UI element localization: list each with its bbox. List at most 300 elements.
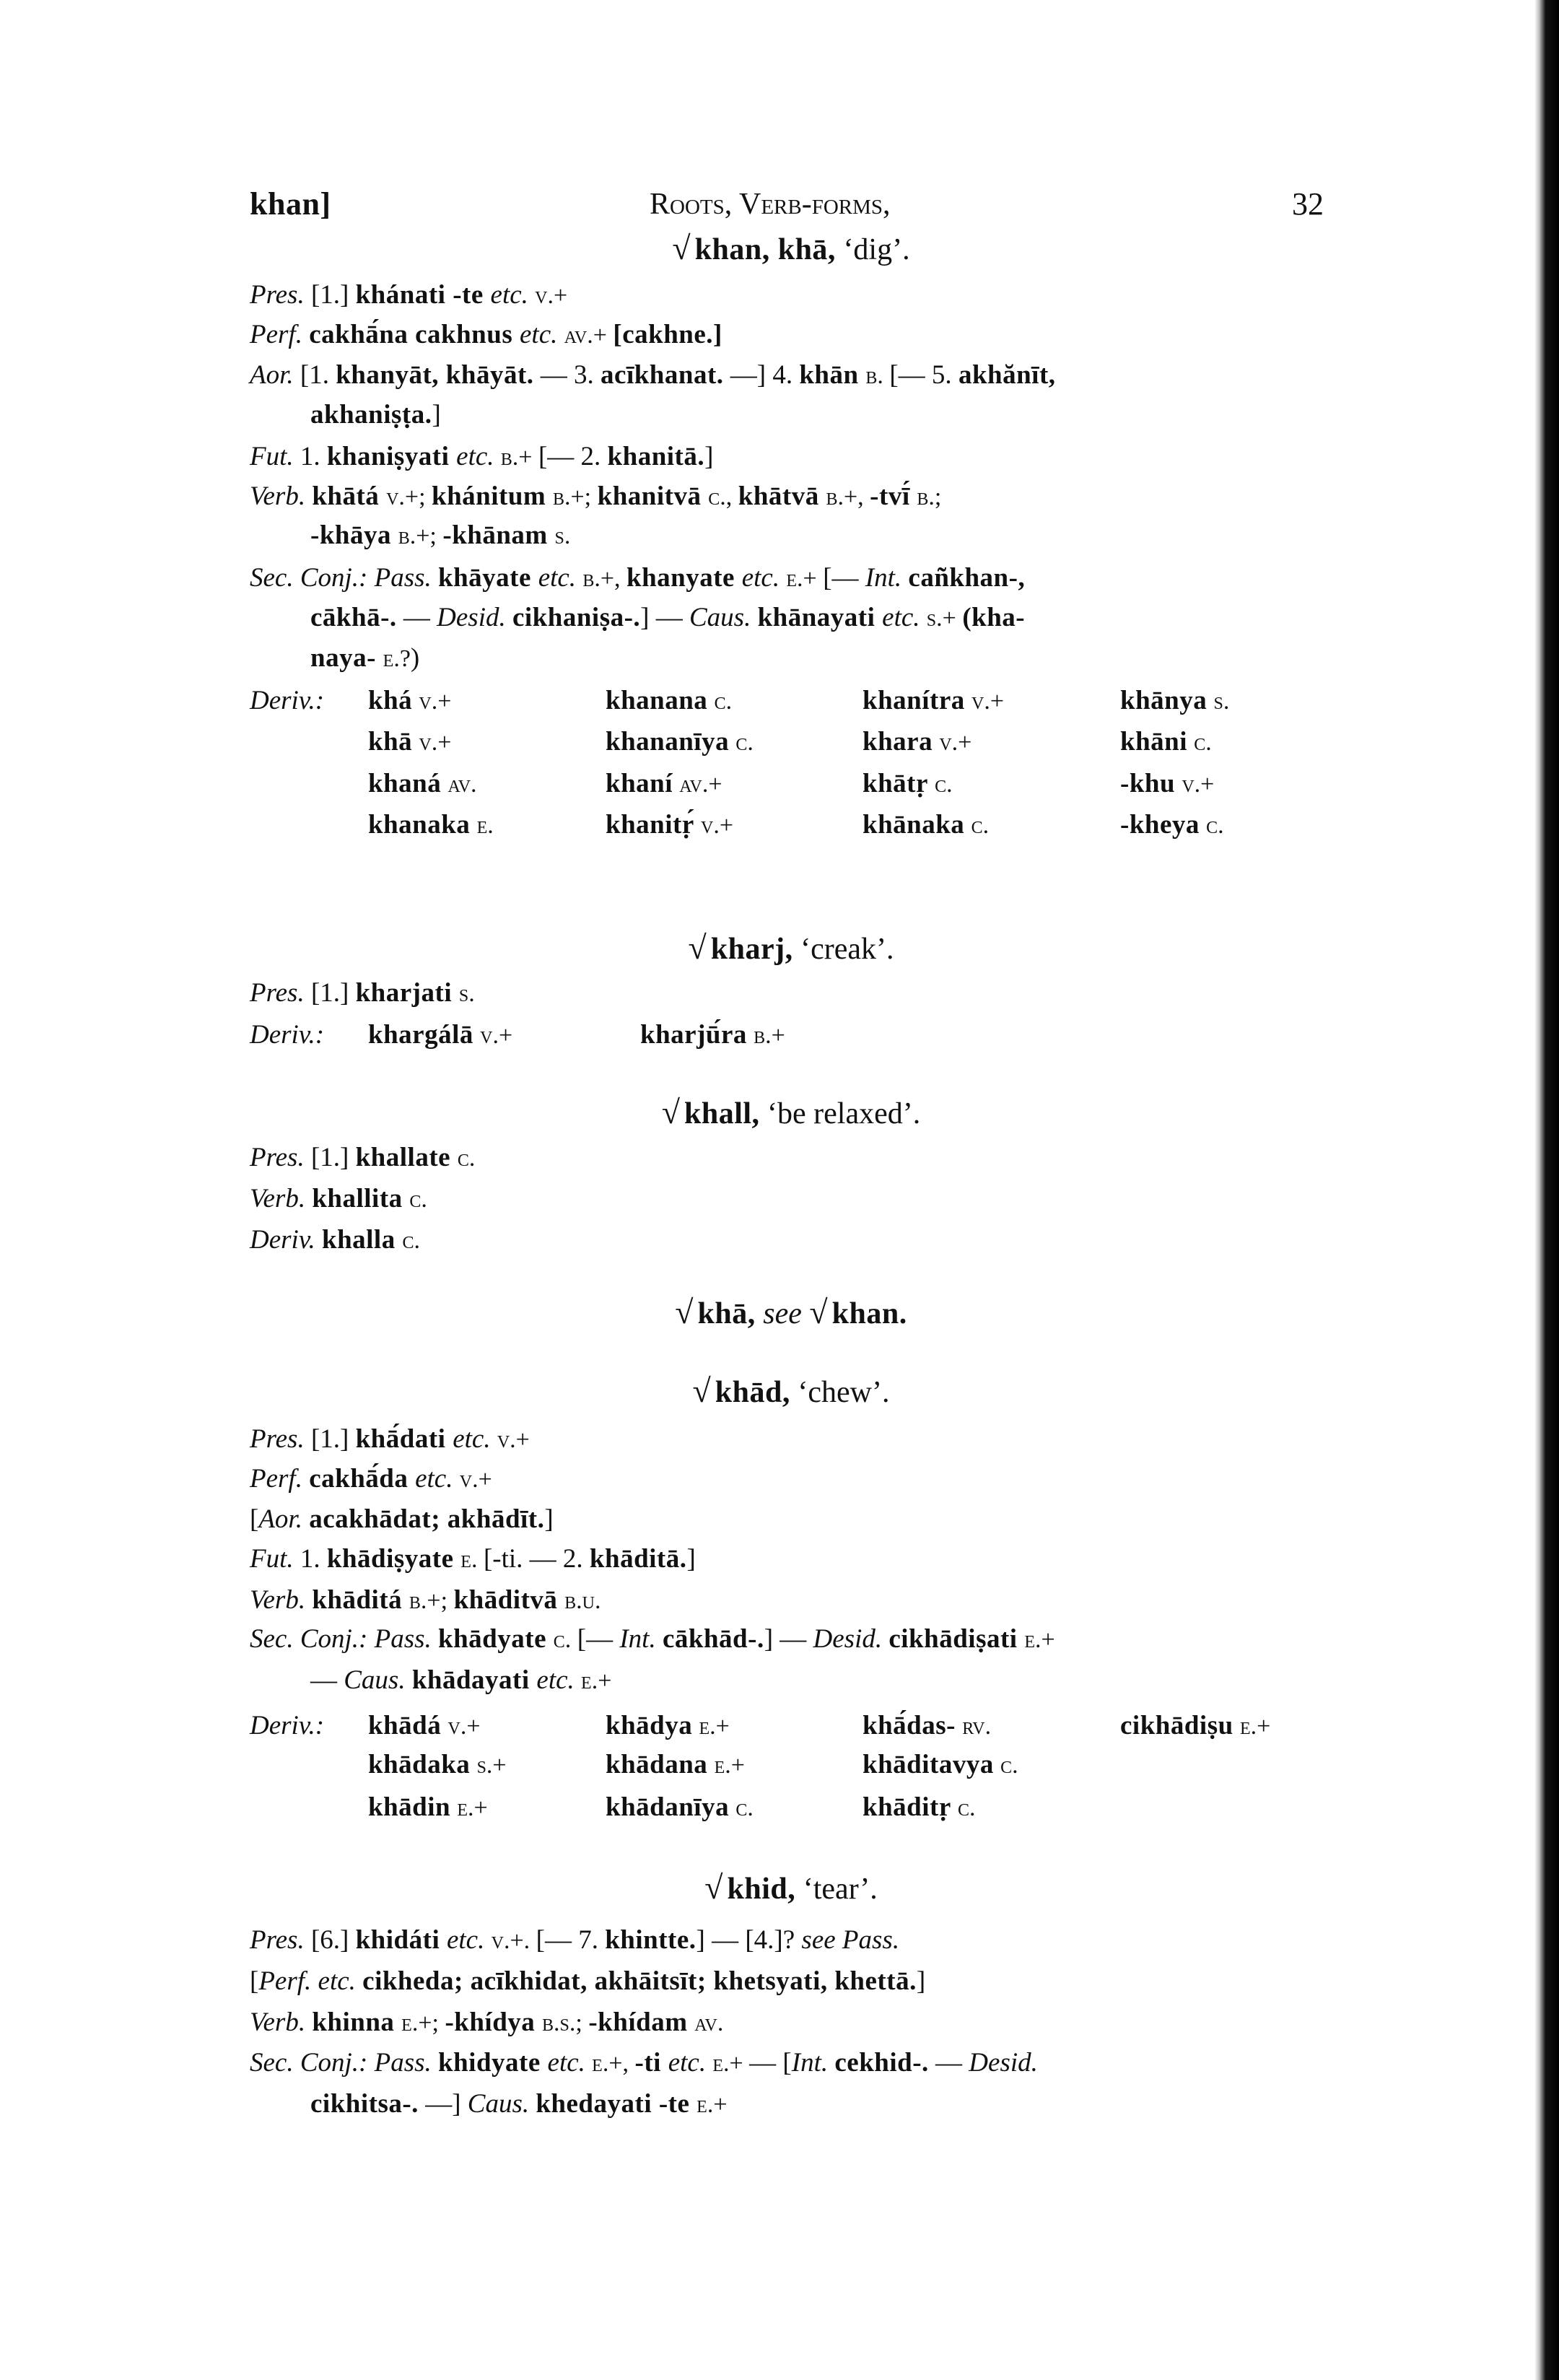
text-run: khan, khā, xyxy=(694,233,836,266)
entry-line xyxy=(250,278,567,313)
source-abbrev: e.+ xyxy=(457,1795,488,1821)
text-run: ‘tear’. xyxy=(795,1873,878,1906)
radical-sign-icon: √ xyxy=(692,1372,711,1409)
text-run: c. xyxy=(553,1626,577,1653)
derivative-entry xyxy=(863,725,971,760)
text-run: khidyate xyxy=(438,2048,548,2078)
text-run: cikhādiṣati xyxy=(888,1624,1025,1654)
source-abbrev: c. xyxy=(735,1795,754,1821)
text-run: v.+. xyxy=(491,1927,536,1954)
text-run: kharj, xyxy=(710,933,793,966)
text-run: khād, xyxy=(715,1376,790,1409)
text-run: [— xyxy=(577,1624,620,1654)
entry-line xyxy=(250,1223,420,1258)
source-abbrev: e.+ xyxy=(699,1713,730,1740)
text-run: — [ xyxy=(749,2048,792,2078)
derivative-entry xyxy=(863,808,989,843)
source-abbrev: v.+ xyxy=(480,1022,513,1049)
page-number: 32 xyxy=(1292,186,1324,222)
derivative-word: khanitṛ́ xyxy=(606,810,694,840)
text-run: b.+; xyxy=(409,1587,454,1614)
text-run: khā́dati xyxy=(355,1424,453,1454)
text-run: — xyxy=(928,2048,969,2078)
text-run: -khāya xyxy=(310,520,398,550)
derivative-entry xyxy=(606,725,754,760)
text-run: Int. xyxy=(791,2048,835,2078)
derivative-entry xyxy=(1120,725,1212,760)
text-run: e.+ xyxy=(1024,1626,1055,1653)
text-run: — xyxy=(310,1665,344,1695)
derivative-entry xyxy=(606,1709,730,1744)
root-heading xyxy=(250,231,1332,267)
text-run: [— 7. xyxy=(536,1925,606,1955)
text-run: khādiṣyate xyxy=(326,1544,461,1574)
derivative-entry xyxy=(863,684,1004,719)
text-run: Pres. xyxy=(250,280,311,310)
derivative-word: khargálā xyxy=(368,1020,473,1050)
text-run: khātá xyxy=(312,481,387,511)
derivative-word: khanaka xyxy=(368,810,471,840)
text-run: Int. xyxy=(619,1624,663,1654)
text-run: khanitvā xyxy=(597,481,709,511)
text-run: khidáti xyxy=(355,1925,447,1955)
text-run: Int. xyxy=(865,563,909,593)
text-run: ] xyxy=(432,400,441,430)
text-run: v.+ xyxy=(459,1466,492,1493)
root-heading xyxy=(250,1374,1332,1410)
text-run: Fut. xyxy=(250,442,300,471)
text-run: Pres. xyxy=(250,1424,311,1454)
text-run: etc. xyxy=(520,320,564,349)
derivative-word: khanítra xyxy=(863,686,965,715)
source-abbrev: v.+ xyxy=(1182,771,1215,798)
text-run: khintte. xyxy=(605,1925,696,1955)
text-run: Pres. xyxy=(250,978,311,1008)
source-abbrev: c. xyxy=(735,729,754,756)
text-run: Caus. xyxy=(344,1665,412,1695)
text-run: etc. xyxy=(668,2048,713,2078)
entry-line xyxy=(250,1182,427,1217)
entry-line xyxy=(250,1622,1055,1657)
text-run: khanyate xyxy=(626,563,742,593)
text-run: ‘dig’. xyxy=(835,233,910,266)
running-head-left: khan] xyxy=(250,186,331,222)
entry-continuation-line xyxy=(310,518,570,554)
derivative-word: khādanīya xyxy=(606,1792,730,1822)
text-run: etc. xyxy=(453,1424,497,1454)
text-run: etc. xyxy=(538,563,583,593)
text-run: etc. xyxy=(536,1665,582,1695)
text-run: Sec. Conj.: Pass. xyxy=(250,2048,439,2078)
text-run: b.+ xyxy=(500,444,538,471)
derivative-entry xyxy=(863,1748,1018,1783)
text-run: etc. xyxy=(882,603,927,632)
text-run: Desid. xyxy=(813,1624,889,1654)
text-run: [— xyxy=(823,563,865,593)
derivative-entry xyxy=(606,767,722,802)
entry-line xyxy=(250,1964,925,1999)
derivative-word: khādin xyxy=(368,1792,451,1822)
text-run: -khídya xyxy=(445,2008,543,2037)
derivative-word: khātṛ xyxy=(863,769,928,798)
text-run: 1. xyxy=(300,442,327,471)
deriv-label: Deriv.: xyxy=(250,686,325,715)
derivative-word: khaní xyxy=(606,769,673,798)
entry-line xyxy=(250,440,713,475)
text-run: etc. xyxy=(547,2048,593,2078)
text-run: cikhaniṣa-. xyxy=(512,603,641,632)
derivative-entry xyxy=(368,808,494,843)
entry-line xyxy=(250,1542,696,1577)
text-run: cakhā́da xyxy=(309,1464,416,1494)
source-abbrev: c. xyxy=(1000,1752,1018,1779)
derivative-entry xyxy=(863,767,953,802)
entry-line xyxy=(250,1923,899,1958)
text-run: v.+ xyxy=(497,1426,530,1453)
derivative-entry xyxy=(368,767,477,802)
text-run: av.+ xyxy=(564,322,613,349)
text-run: cikheda; acīkhidat, akhāitsīt; khetsyati, khettā. xyxy=(362,1966,917,1996)
derivative-entry xyxy=(863,1709,991,1744)
text-run: khādayati xyxy=(411,1665,537,1695)
source-abbrev: b.+ xyxy=(754,1022,785,1049)
source-abbrev: e.+ xyxy=(714,1752,745,1779)
text-run: [ xyxy=(250,1504,259,1534)
derivative-entry xyxy=(863,1790,976,1826)
text-run: ‘be relaxed’. xyxy=(759,1097,921,1130)
source-abbrev: rv. xyxy=(962,1713,992,1740)
entry-continuation-line xyxy=(310,2087,728,2122)
text-run: khātvā xyxy=(738,481,826,511)
text-run: [ xyxy=(250,1966,259,1996)
text-run: ] xyxy=(686,1544,696,1574)
deriv-label: Deriv.: xyxy=(250,1711,325,1740)
radical-sign-icon: √ xyxy=(672,230,691,266)
text-run: 1. xyxy=(300,1544,327,1574)
source-abbrev: v.+ xyxy=(447,1713,481,1740)
text-run: Pres. xyxy=(250,1143,311,1172)
source-abbrev: c. xyxy=(714,688,733,715)
text-run: —] xyxy=(418,2089,468,2119)
derivative-word: -kheya xyxy=(1120,810,1200,840)
text-run: b.u. xyxy=(564,1587,601,1614)
derivative-entry xyxy=(368,725,451,760)
text-run: ] — xyxy=(640,603,689,632)
text-run: Fut. xyxy=(250,1544,300,1574)
derivative-entry xyxy=(1120,767,1214,802)
text-run: c., xyxy=(708,484,738,510)
entry-line xyxy=(250,1462,492,1497)
text-run: e.+, xyxy=(592,2050,635,2077)
source-abbrev: v.+ xyxy=(419,729,452,756)
entry-continuation-line xyxy=(310,1663,611,1699)
text-run: kharjati xyxy=(355,978,459,1008)
text-run: Verb. xyxy=(250,1585,313,1615)
derivative-word: khānaka xyxy=(863,810,965,840)
text-run: acakhādat; akhādīt. xyxy=(309,1504,545,1534)
text-run: [1. xyxy=(300,360,336,390)
text-run: e.+ xyxy=(786,565,824,592)
text-run: b.+, xyxy=(826,484,870,510)
derivative-word: khá xyxy=(368,686,413,715)
text-run: khanitā. xyxy=(607,442,705,471)
derivative-word: -khu xyxy=(1120,769,1176,798)
text-run: akhănīt, xyxy=(958,360,1056,390)
text-run: khinna xyxy=(312,2008,402,2037)
text-run: khāditvā xyxy=(453,1585,565,1615)
derivative-entry xyxy=(368,1790,488,1826)
text-run: etc. xyxy=(446,1925,492,1955)
derivative-word: khānya xyxy=(1120,686,1208,715)
source-abbrev: c. xyxy=(971,812,990,839)
text-run: [cakhne.] xyxy=(613,320,722,349)
source-abbrev: v.+ xyxy=(419,688,452,715)
text-run: Desid. xyxy=(969,2048,1038,2078)
text-run: etc. xyxy=(490,280,536,310)
text-run: khanyāt, khāyāt. xyxy=(336,360,534,390)
source-abbrev: c. xyxy=(935,771,953,798)
text-run: Perf. etc. xyxy=(258,1966,363,1996)
derivative-entry xyxy=(606,1790,754,1826)
entry-line xyxy=(250,479,941,515)
entry-line xyxy=(250,2005,723,2041)
text-run: — 3. xyxy=(533,360,601,390)
text-run: —] 4. xyxy=(723,360,800,390)
root-heading xyxy=(250,930,1332,967)
text-run: Caus. xyxy=(689,603,758,632)
derivative-word: cikhādiṣu xyxy=(1120,1711,1233,1740)
source-abbrev: v.+ xyxy=(939,729,972,756)
text-run: c. xyxy=(402,1227,420,1254)
derivative-entry xyxy=(1120,808,1224,843)
text-run: khānayati xyxy=(757,603,883,632)
entry-line xyxy=(250,561,1025,596)
text-run: etc. xyxy=(456,442,501,471)
text-run: b.+; xyxy=(398,523,443,549)
text-run: Desid. xyxy=(437,603,512,632)
text-run: khall, xyxy=(684,1097,760,1130)
derivative-entry xyxy=(606,808,733,843)
root-heading xyxy=(250,1295,1332,1331)
entry-line xyxy=(250,318,722,353)
text-run: b.s.; xyxy=(542,2010,589,2036)
text-run: Pres. xyxy=(250,1925,311,1955)
text-run: ‘chew’. xyxy=(790,1376,890,1409)
text-run: khedayati -te xyxy=(536,2089,697,2119)
source-abbrev: c. xyxy=(1206,812,1224,839)
text-run: khánati -te xyxy=(355,280,491,310)
derivative-entry xyxy=(606,684,732,719)
derivative-word: khā́das- xyxy=(863,1711,956,1740)
source-abbrev: c. xyxy=(1194,729,1212,756)
source-abbrev: av.+ xyxy=(679,771,722,798)
text-run: [-ti. — 2. xyxy=(483,1544,590,1574)
text-run: s. xyxy=(554,523,571,549)
text-run: ] — [4.]? xyxy=(696,1925,802,1955)
scan-edge xyxy=(1534,0,1559,2380)
radical-sign-icon: √ xyxy=(688,929,707,966)
text-run: acīkhanat. xyxy=(601,360,724,390)
text-run: khánitum xyxy=(432,481,553,511)
source-abbrev: s. xyxy=(1213,688,1230,715)
text-run: cākhād-. xyxy=(662,1624,764,1654)
text-run: naya- xyxy=(310,643,383,673)
text-run: cekhid-. xyxy=(834,2048,929,2078)
text-run: Sec. Conj.: Pass. xyxy=(250,563,439,593)
text-run: [1.] xyxy=(310,1143,356,1172)
text-run: e.+ xyxy=(696,2091,728,2118)
text-run: ) xyxy=(410,643,420,673)
derivative-word: khādá xyxy=(368,1711,442,1740)
source-abbrev: c. xyxy=(958,1795,976,1821)
text-run: s.+ xyxy=(926,605,963,632)
source-abbrev: v.+ xyxy=(971,688,1005,715)
entry-line xyxy=(250,976,475,1011)
text-run: [— 5. xyxy=(889,360,958,390)
text-run: — xyxy=(396,603,437,632)
text-run: Caus. xyxy=(467,2089,536,2119)
text-run: khalla xyxy=(322,1225,403,1255)
deriv-label: Deriv.: xyxy=(250,1020,325,1050)
root-heading xyxy=(250,1095,1332,1131)
text-run: -ti xyxy=(634,2048,668,2078)
entry-continuation-line xyxy=(310,641,419,676)
text-run: -khānam xyxy=(442,520,555,550)
running-head-title: Roots, Verb-forms, xyxy=(650,188,891,221)
text-run: e.? xyxy=(383,645,411,672)
text-run: e.+; xyxy=(401,2010,445,2036)
text-run: ] xyxy=(704,442,714,471)
entry-continuation-line xyxy=(310,601,1025,636)
text-run: khan. xyxy=(831,1297,907,1330)
derivative-entry xyxy=(368,1748,507,1783)
derivative-entry xyxy=(368,1709,481,1744)
text-run: khān xyxy=(799,360,866,390)
text-run: b.+; xyxy=(553,484,598,510)
derivative-entry xyxy=(368,1018,512,1053)
text-run: khaniṣyati xyxy=(326,442,457,471)
text-run: v.+; xyxy=(386,484,432,510)
text-run: khāditā. xyxy=(589,1544,687,1574)
text-run: [— 2. xyxy=(538,442,608,471)
text-run: khāditá xyxy=(312,1585,409,1615)
text-run: av. xyxy=(694,2010,724,2036)
text-run: e.+ xyxy=(581,1668,612,1694)
entry-line xyxy=(250,2046,1038,2081)
text-run: (kha- xyxy=(962,603,1026,632)
text-run: -khídam xyxy=(588,2008,695,2037)
derivative-word: khāni xyxy=(1120,727,1188,757)
text-run: Verb. xyxy=(250,1184,313,1213)
derivative-entry xyxy=(368,684,451,719)
source-abbrev: e.+ xyxy=(1239,1713,1271,1740)
text-run: [6.] xyxy=(310,1925,356,1955)
derivative-word: khanana xyxy=(606,686,708,715)
derivative-word: khara xyxy=(863,727,933,757)
derivative-entry xyxy=(1120,684,1229,719)
derivative-word: khananīya xyxy=(606,727,730,757)
derivative-entry xyxy=(1120,1709,1270,1744)
text-run: Aor. xyxy=(258,1504,310,1534)
text-run: see xyxy=(755,1297,810,1330)
derivative-word: khādana xyxy=(606,1750,708,1779)
text-run: ] xyxy=(544,1504,554,1534)
derivative-word: khādya xyxy=(606,1711,693,1740)
text-run: c. xyxy=(457,1145,476,1172)
derivative-word: kharjū́ra xyxy=(640,1020,747,1050)
entry-line xyxy=(250,1502,554,1537)
text-run: [1.] xyxy=(310,1424,356,1454)
text-run: c. xyxy=(409,1186,427,1213)
radical-sign-icon: √ xyxy=(809,1294,828,1330)
entry-line xyxy=(250,358,1056,393)
text-run: Verb. xyxy=(250,2008,313,2037)
text-run: etc. xyxy=(741,563,787,593)
text-run: cañkhan-, xyxy=(908,563,1026,593)
text-run: Perf. xyxy=(250,1464,310,1494)
text-run: v.+ xyxy=(535,282,568,309)
text-run: ] — xyxy=(764,1624,813,1654)
text-run: cakhā́na cakhnus xyxy=(309,320,520,349)
derivative-entry xyxy=(606,1748,745,1783)
text-run: -tvī́ xyxy=(870,481,917,511)
text-run: [1.] xyxy=(310,978,356,1008)
text-run: e. xyxy=(460,1546,484,1573)
text-run: Aor. xyxy=(250,360,300,390)
source-abbrev: s.+ xyxy=(476,1752,507,1779)
text-run: [1.] xyxy=(310,280,356,310)
text-run: etc. xyxy=(415,1464,460,1494)
entry-line xyxy=(250,1583,601,1618)
source-abbrev: e. xyxy=(476,812,494,839)
text-run: see Pass. xyxy=(801,1925,900,1955)
text-run: Sec. Conj.: Pass. xyxy=(250,1624,439,1654)
derivative-word: khaná xyxy=(368,769,442,798)
derivative-word: khāditavya xyxy=(863,1750,994,1779)
radical-sign-icon: √ xyxy=(661,1094,680,1130)
root-heading xyxy=(250,1870,1332,1906)
text-run: b. xyxy=(865,362,890,389)
text-run: s. xyxy=(458,980,475,1007)
derivative-word: khā xyxy=(368,727,413,757)
derivative-entry xyxy=(640,1018,785,1053)
text-run: ‘creak’. xyxy=(792,933,894,966)
text-run: b.+, xyxy=(582,565,626,592)
text-run: khallita xyxy=(312,1184,410,1213)
entry-continuation-line xyxy=(310,398,441,432)
derivative-word: khādaka xyxy=(368,1750,471,1779)
radical-sign-icon: √ xyxy=(675,1294,694,1330)
text-run: cākhā-. xyxy=(310,603,397,632)
source-abbrev: v.+ xyxy=(701,812,734,839)
text-run: b.; xyxy=(917,484,942,510)
text-run: Verb. xyxy=(250,481,313,511)
text-run: ] xyxy=(916,1966,926,1996)
text-run: cikhitsa-. xyxy=(310,2089,419,2119)
text-run: Perf. xyxy=(250,320,310,349)
text-run: akhaniṣṭa. xyxy=(310,400,432,430)
text-run: Deriv. xyxy=(250,1225,322,1255)
text-run: khādyate xyxy=(438,1624,554,1654)
entry-line xyxy=(250,1141,475,1176)
source-abbrev: av. xyxy=(447,771,477,798)
text-run: khāyate xyxy=(438,563,538,593)
text-run: khā, xyxy=(697,1297,756,1330)
text-run: khallate xyxy=(355,1143,458,1172)
text-run: khid, xyxy=(727,1873,796,1906)
derivative-word: khāditṛ xyxy=(863,1792,951,1822)
text-run: e.+ xyxy=(712,2050,750,2077)
